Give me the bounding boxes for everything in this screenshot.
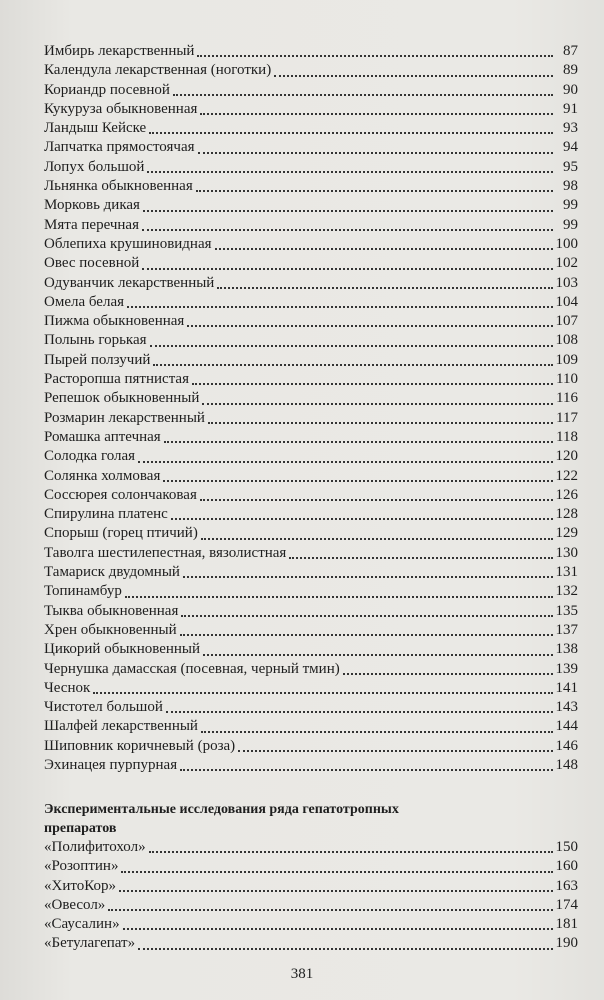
toc-entry xyxy=(44,896,578,915)
toc-entry-label: Кориандр посевной xyxy=(44,81,170,98)
dot-leader xyxy=(274,75,553,77)
dot-leader xyxy=(149,132,553,134)
toc-entry xyxy=(44,389,578,408)
dot-leader xyxy=(166,711,553,713)
toc-entry xyxy=(44,857,578,876)
toc-entry-page: 190 xyxy=(555,935,578,952)
toc-entry-page: 110 xyxy=(556,371,578,388)
dot-leader xyxy=(201,731,553,733)
toc-entry-label: Ромашка аптечная xyxy=(44,428,161,445)
toc-entry-label: Эхинацея пурпурная xyxy=(44,756,178,773)
toc-entry-page: 135 xyxy=(555,602,578,619)
toc-entry-label: Ландыш Кейске xyxy=(44,120,147,137)
toc-entry xyxy=(44,563,578,582)
toc-entry-label: Розмарин лекарственный xyxy=(44,409,205,426)
toc-entry-label: Лопух большой xyxy=(44,158,145,175)
toc-entry xyxy=(44,934,578,953)
toc-entry-label: Пижма обыкновенная xyxy=(44,313,185,330)
toc-entry xyxy=(44,61,578,80)
toc-entry-page: 137 xyxy=(555,621,578,638)
toc-entry-label: «Бетулагепат» xyxy=(44,935,136,952)
toc-entry-page: 139 xyxy=(555,660,578,677)
dot-leader xyxy=(208,422,553,424)
dot-leader xyxy=(142,268,552,270)
toc-entry xyxy=(44,660,578,679)
toc-entry-page: 138 xyxy=(555,641,578,658)
toc-entry xyxy=(44,524,578,543)
toc-entry xyxy=(44,544,578,563)
toc-entry-label: Чистотел большой xyxy=(44,699,163,716)
toc-entry xyxy=(44,351,578,370)
toc-entry xyxy=(44,100,578,119)
toc-entry-label: Репешок обыкновенный xyxy=(44,390,200,407)
dot-leader xyxy=(163,480,552,482)
toc-entry-page: 150 xyxy=(555,839,578,855)
toc-entry-label: Солянка холмовая xyxy=(44,467,161,484)
toc-entry-page: 107 xyxy=(555,313,578,330)
toc-entry-page: 148 xyxy=(555,756,578,773)
dot-leader xyxy=(202,403,553,405)
dot-leader xyxy=(127,306,552,308)
dot-leader xyxy=(164,441,553,443)
toc-entry-page: 117 xyxy=(556,409,578,426)
toc-entry xyxy=(44,196,578,215)
dot-leader xyxy=(200,113,553,115)
dot-leader xyxy=(138,948,552,950)
toc-entry-page: 126 xyxy=(555,486,578,503)
dot-leader xyxy=(187,325,552,327)
toc-entry-page: 103 xyxy=(555,274,578,291)
toc-entry-label: Чеснок xyxy=(44,679,91,696)
toc-entry-label: Чернушка дамасская (посевная, черный тмин) xyxy=(44,660,340,677)
page-number: 381 xyxy=(290,966,314,982)
dot-leader xyxy=(196,190,553,192)
toc-entry-page: 95 xyxy=(563,158,578,175)
dot-leader xyxy=(121,871,552,873)
toc-entry xyxy=(44,602,578,621)
toc-entry-page: 143 xyxy=(555,699,578,716)
toc-entry-label: «ХитоКор» xyxy=(44,877,116,894)
toc-entry-page: 87 xyxy=(563,43,578,59)
toc-entry-page: 132 xyxy=(555,583,578,600)
toc-entry xyxy=(44,409,578,428)
toc-entry-label: Полынь горькая xyxy=(44,332,147,349)
toc-entry xyxy=(44,467,578,486)
toc-entry xyxy=(44,717,578,736)
dot-leader xyxy=(203,654,552,656)
dot-leader xyxy=(171,518,553,520)
toc-entry-page: 181 xyxy=(555,916,578,933)
toc-entry-label: Хрен обыкновенный xyxy=(44,621,177,638)
toc-entry-page: 122 xyxy=(555,467,578,484)
toc-entry xyxy=(44,621,578,640)
toc-entry-page: 93 xyxy=(563,120,578,137)
dot-leader xyxy=(153,364,552,366)
toc-entry-label: Льнянка обыкновенная xyxy=(44,178,193,195)
toc-entry xyxy=(44,428,578,447)
toc-entry-page: 144 xyxy=(555,718,578,735)
toc-entry-label: «Розоптин» xyxy=(44,858,119,875)
dot-leader xyxy=(289,557,552,559)
dot-leader xyxy=(181,615,552,617)
section-title-line-1: Экспериментальные исследования ряда гепатотропных xyxy=(44,802,399,817)
toc-entry-label: Спорыш (горец птичий) xyxy=(44,525,198,542)
toc-entry xyxy=(44,158,578,177)
toc-entry-page: 118 xyxy=(556,428,578,445)
dot-leader xyxy=(93,692,552,694)
table-of-contents xyxy=(44,42,578,775)
toc-entry-label: Расторопша пятнистая xyxy=(44,371,189,388)
dot-leader xyxy=(238,750,552,752)
toc-entry-page: 99 xyxy=(563,197,578,214)
toc-entry xyxy=(44,505,578,524)
toc-entry-label: Спирулина платенс xyxy=(44,506,168,523)
dot-leader xyxy=(147,171,553,173)
dot-leader xyxy=(149,851,553,853)
toc-entry-page: 108 xyxy=(555,332,578,349)
section-title-line-2: препаратов xyxy=(44,821,117,836)
toc-entry xyxy=(44,679,578,698)
toc-entry-label: Овес посевной xyxy=(44,255,140,272)
toc-entry-label: Шиповник коричневый (роза) xyxy=(44,737,236,754)
toc-entry xyxy=(44,274,578,293)
toc-entry xyxy=(44,42,578,61)
toc-entry-label: Шалфей лекарственный xyxy=(44,718,198,735)
toc-entry xyxy=(44,737,578,756)
toc-entry-label: Календула лекарственная (ноготки) xyxy=(44,62,272,79)
toc-entry xyxy=(44,838,578,857)
toc-entry xyxy=(44,293,578,312)
toc-entry-label: Мята перечная xyxy=(44,216,139,233)
dot-leader xyxy=(180,769,552,771)
dot-leader xyxy=(119,890,553,892)
toc-entry xyxy=(44,235,578,254)
dot-leader xyxy=(173,94,553,96)
toc-entry-page: 99 xyxy=(563,216,578,233)
dot-leader xyxy=(217,287,552,289)
toc-entry-label: Соссюрея солончаковая xyxy=(44,486,197,503)
toc-entry-page: 89 xyxy=(563,62,578,79)
dot-leader xyxy=(215,248,553,250)
toc-entry xyxy=(44,119,578,138)
toc-entry-label: Имбирь лекарственный xyxy=(44,43,195,59)
toc-entry xyxy=(44,447,578,466)
toc-entry-page: 116 xyxy=(556,390,578,407)
dot-leader xyxy=(150,345,553,347)
toc-entry-page: 90 xyxy=(563,81,578,98)
dot-leader xyxy=(142,229,553,231)
toc-entry-page: 104 xyxy=(555,293,578,310)
toc-entry-label: «Овесол» xyxy=(44,896,106,913)
section-heading xyxy=(44,800,578,838)
toc-entry-page: 98 xyxy=(563,178,578,195)
toc-entry xyxy=(44,216,578,235)
toc-entry-page: 163 xyxy=(555,877,578,894)
dot-leader xyxy=(108,909,552,911)
toc-entry-label: Таволга шестилепестная, вязолистная xyxy=(44,544,287,561)
toc-entry-label: Цикорий обыкновенный xyxy=(44,641,201,658)
dot-leader xyxy=(201,538,553,540)
toc-entry xyxy=(44,915,578,934)
toc-entry xyxy=(44,486,578,505)
toc-entry xyxy=(44,177,578,196)
toc-entry-label: «Полифитохол» xyxy=(44,839,146,855)
toc-entry-page: 174 xyxy=(555,896,578,913)
toc-entry-label: Облепиха крушиновидная xyxy=(44,235,212,252)
toc-entry xyxy=(44,370,578,389)
toc-entry-label: Кукуруза обыкновенная xyxy=(44,100,198,117)
toc-entry xyxy=(44,254,578,273)
dot-leader xyxy=(200,499,553,501)
toc-entry-label: Омела белая xyxy=(44,293,125,310)
toc-entry xyxy=(44,756,578,775)
dot-leader xyxy=(183,576,553,578)
toc-entry xyxy=(44,312,578,331)
toc-entry-page: 160 xyxy=(555,858,578,875)
toc-entry-page: 128 xyxy=(555,506,578,523)
toc-entry-page: 141 xyxy=(555,679,578,696)
toc-entry-page: 100 xyxy=(555,235,578,252)
toc-entry-label: Пырей ползучий xyxy=(44,351,151,368)
toc-entry xyxy=(44,138,578,157)
toc-entry-label: Тамариск двудомный xyxy=(44,564,180,581)
toc-entry-page: 120 xyxy=(555,448,578,465)
toc-entry xyxy=(44,81,578,100)
toc-entry xyxy=(44,582,578,601)
dot-leader xyxy=(125,596,553,598)
toc-entry-page: 131 xyxy=(555,564,578,581)
toc-entry-page: 146 xyxy=(555,737,578,754)
dot-leader xyxy=(343,673,553,675)
toc-entry-label: Одуванчик лекарственный xyxy=(44,274,215,291)
toc-entry-page: 91 xyxy=(563,100,578,117)
toc-entry-label: Морковь дикая xyxy=(44,197,140,214)
toc-entry-label: Солодка голая xyxy=(44,448,136,465)
toc-entry xyxy=(44,698,578,717)
dot-leader xyxy=(143,210,553,212)
dot-leader xyxy=(180,634,553,636)
toc-entry xyxy=(44,640,578,659)
toc-entry xyxy=(44,877,578,896)
toc-entry-label: Лапчатка прямостоячая xyxy=(44,139,195,156)
toc-entry-label: «Саусалин» xyxy=(44,916,120,933)
dot-leader xyxy=(197,55,553,57)
dot-leader xyxy=(192,383,553,385)
toc-entry-page: 109 xyxy=(555,351,578,368)
section-contents xyxy=(44,838,578,954)
toc-entry xyxy=(44,331,578,350)
toc-entry-page: 102 xyxy=(555,255,578,272)
dot-leader xyxy=(198,152,553,154)
toc-entry-page: 129 xyxy=(555,525,578,542)
toc-entry-page: 94 xyxy=(563,139,578,156)
dot-leader xyxy=(138,461,552,463)
toc-entry-label: Топинамбур xyxy=(44,583,122,600)
dot-leader xyxy=(123,928,553,930)
toc-entry-page: 130 xyxy=(555,544,578,561)
toc-entry-label: Тыква обыкновенная xyxy=(44,602,179,619)
